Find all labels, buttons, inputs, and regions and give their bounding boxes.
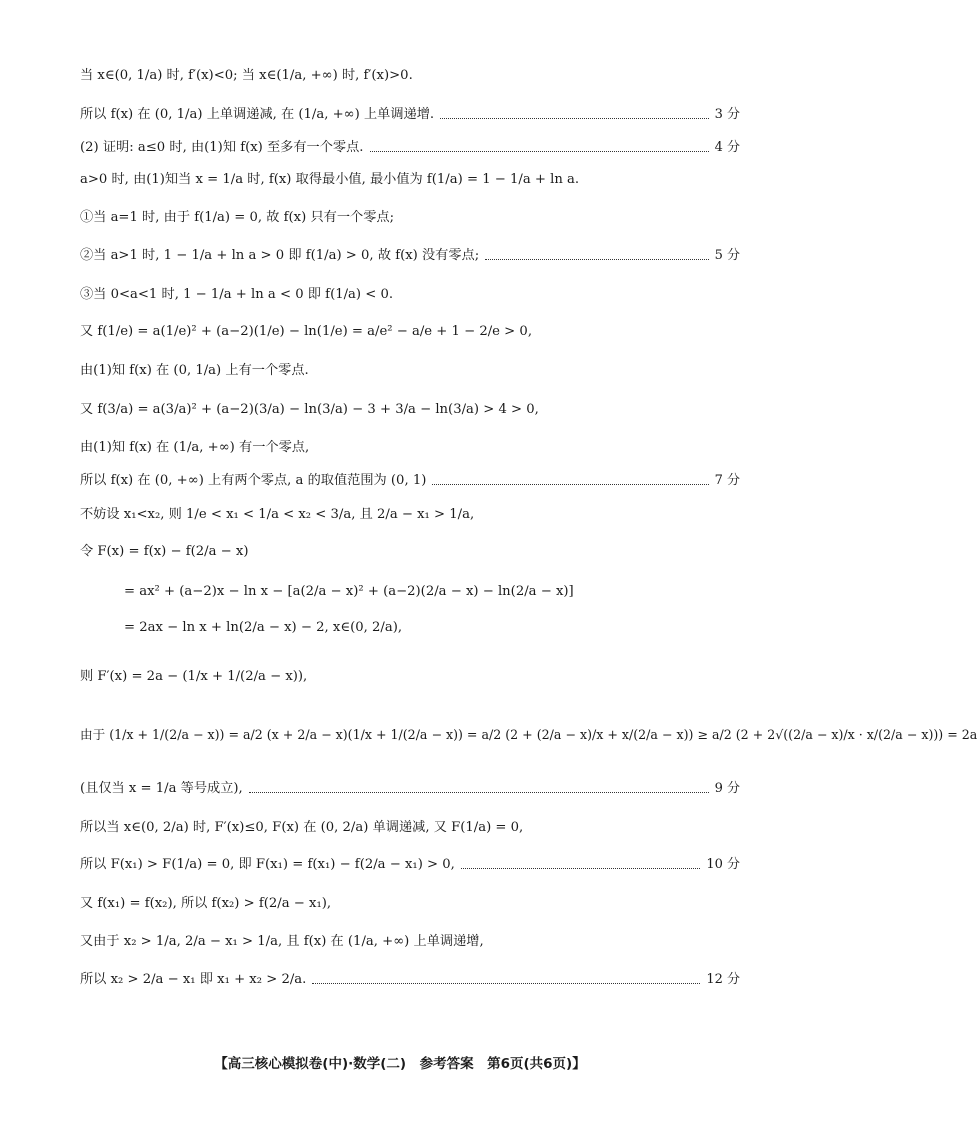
leader-dots (249, 792, 709, 793)
solution-line: ①当 a=1 时, 由于 f(1/a) = 0, 故 f(x) 只有一个零点; (80, 210, 395, 225)
leader-dots (370, 151, 709, 152)
leader-dots (485, 259, 708, 260)
solution-line: 由于 (1/x + 1/(2/a − x)) = a/2 (x + 2/a − x)(1/x + 1/(2/a − x)) = a/2 (2 + (2/a − x)/x + x/(2/a − x)) ≥ a/2 (2 + 2√((2/a − x)/x · x/(2/a − x))) = 2a (80, 727, 977, 742)
solution-line: 又 f(3/a) = a(3/a)² + (a−2)(3/a) − ln(3/a) − 3 + 3/a − ln(3/a) > 4 > 0, (80, 402, 539, 417)
solution-line: (2) 证明: a≤0 时, 由(1)知 f(x) 至多有一个零点. 4 分 (80, 138, 740, 158)
score-label: 5 分 (714, 248, 740, 263)
solution-line: 由(1)知 f(x) 在 (1/a, +∞) 有一个零点, (80, 440, 310, 455)
solution-line: 所以 x₂ > 2/a − x₁ 即 x₁ + x₂ > 2/a. 12 分 (80, 970, 740, 990)
leader-dots (432, 484, 708, 485)
score-label: 4 分 (714, 140, 740, 155)
score-label: 3 分 (714, 107, 740, 122)
solution-line: 不妨设 x₁<x₂, 则 1/e < x₁ < 1/a < x₂ < 3/a, 且 2/a − x₁ > 1/a, (80, 507, 475, 522)
solution-line: 当 x∈(0, 1/a) 时, f′(x)<0; 当 x∈(1/a, +∞) 时, f′(x)>0. (80, 68, 413, 83)
score-label: 10 分 (706, 857, 740, 872)
score-label: 12 分 (706, 972, 740, 987)
solution-line: 又 f(x₁) = f(x₂), 所以 f(x₂) > f(2/a − x₁), (80, 896, 332, 911)
page-footer: 【高三核心模拟卷(中)·数学(二) 参考答案 第6页(共6页)】 (214, 1056, 586, 1072)
leader-dots (440, 118, 708, 119)
score-label: 9 分 (714, 781, 740, 796)
solution-line: 则 F′(x) = 2a − (1/x + 1/(2/a − x)), (80, 669, 308, 684)
solution-line: = 2ax − ln x + ln(2/a − x) − 2, x∈(0, 2/a), (124, 620, 403, 635)
solution-line: 由(1)知 f(x) 在 (0, 1/a) 上有一个零点. (80, 363, 309, 378)
solution-line: 所以 f(x) 在 (0, 1/a) 上单调递减, 在 (1/a, +∞) 上单调递增. 3 分 (80, 105, 740, 125)
solution-line: 又 f(1/e) = a(1/e)² + (a−2)(1/e) − ln(1/e) = a/e² − a/e + 1 − 2/e > 0, (80, 324, 533, 339)
leader-dots (461, 868, 700, 869)
solution-line: 又由于 x₂ > 1/a, 2/a − x₁ > 1/a, 且 f(x) 在 (1/a, +∞) 上单调递增, (80, 934, 484, 949)
solution-line: 所以 f(x) 在 (0, +∞) 上有两个零点, a 的取值范围为 (0, 1) 7 分 (80, 471, 740, 491)
solution-line: = ax² + (a−2)x − ln x − [a(2/a − x)² + (a−2)(2/a − x) − ln(2/a − x)] (124, 584, 574, 599)
solution-line: ③当 0<a<1 时, 1 − 1/a + ln a < 0 即 f(1/a) < 0. (80, 287, 394, 302)
solution-line: a>0 时, 由(1)知当 x = 1/a 时, f(x) 取得最小值, 最小值为 f(1/a) = 1 − 1/a + ln a. (80, 172, 580, 187)
solution-line: 令 F(x) = f(x) − f(2/a − x) (80, 544, 249, 559)
score-label: 7 分 (714, 473, 740, 488)
solution-line: 所以当 x∈(0, 2/a) 时, F′(x)≤0, F(x) 在 (0, 2/a) 单调递减, 又 F(1/a) = 0, (80, 820, 524, 835)
leader-dots (312, 983, 700, 984)
solution-line: ②当 a>1 时, 1 − 1/a + ln a > 0 即 f(1/a) > 0, 故 f(x) 没有零点; 5 分 (80, 246, 740, 266)
solution-line: (且仅当 x = 1/a 等号成立), 9 分 (80, 779, 740, 799)
solution-line: 所以 F(x₁) > F(1/a) = 0, 即 F(x₁) = f(x₁) − f(2/a − x₁) > 0, 10 分 (80, 855, 740, 875)
